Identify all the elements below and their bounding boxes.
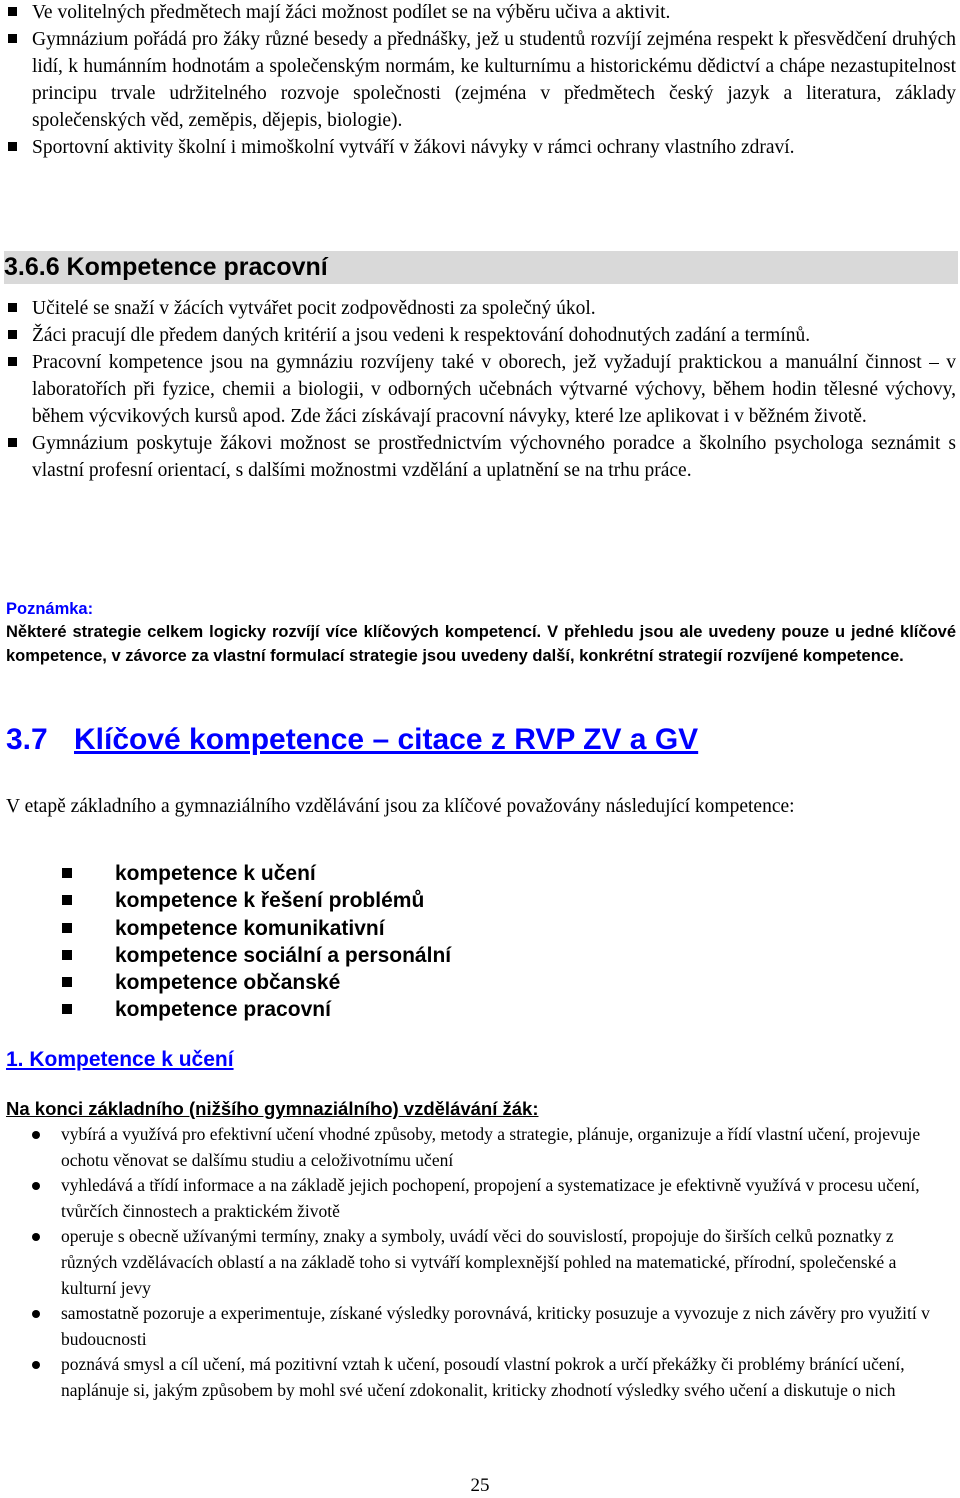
- square-bullet-icon: [62, 895, 72, 905]
- round-bullet-icon: [32, 1182, 40, 1190]
- learning-bullet-list: [30, 1122, 940, 1404]
- subsection-subtitle: Na konci základního (nižšího gymnaziálního) vzdělávání žák:: [6, 1098, 539, 1119]
- list-item: Gymnázium poskytuje žákovi možnost se prostřednictvím výchovného poradce a školního psychologa seznámit s vlastní profesní orientací, s dalšími možnostmi vzdělání a uplatnění se na trhu práce.: [6, 430, 956, 484]
- list-item: kompetence k řešení problémů: [60, 887, 660, 914]
- round-bullet-icon: [32, 1233, 40, 1241]
- list-item: Sportovní aktivity školní i mimoškolní vytváří v žákovi návyky v rámci ochrany vlastního zdraví.: [6, 134, 956, 161]
- square-bullet-icon: [8, 142, 17, 151]
- square-bullet-icon: [8, 303, 17, 312]
- list-item: samostatně pozoruje a experimentuje, získané výsledky porovnává, kriticky posuzuje a vyvozuje z nich závěry pro využití v budoucnosti: [30, 1301, 940, 1352]
- round-bullet-icon: [32, 1361, 40, 1369]
- page-number: 25: [470, 1475, 490, 1496]
- section-heading-band: [4, 251, 958, 284]
- list-item: Pracovní kompetence jsou na gymnáziu rozvíjeny také v oborech, jež vyžadují praktickou a manuální činnost – v laboratořích při fyzice, chemii a biologii, v odborných učebnách výtvarné výchovy, během hodin tělesné výchovy, během výcvikových kursů apod. Zde žáci získávají pracovní návyky, které lze aplikovat i v běžném životě.: [6, 349, 956, 430]
- note-text: Některé strategie celkem logicky rozvíjí více klíčových kompetencí. V přehledu jsou ale uvedeny pouze u jedné klíčové kompetence, v závorce za vlastní formulací strategie jsou uvedeny další, konkrétní strategií rozvíjené kompetence.: [6, 623, 956, 665]
- square-bullet-icon: [8, 357, 17, 366]
- chapter-number: 3.7: [6, 723, 48, 756]
- round-bullet-icon: [32, 1131, 40, 1139]
- list-item: Učitelé se snaží v žácích vytvářet pocit zodpovědnosti za společný úkol.: [6, 295, 956, 322]
- square-bullet-icon: [8, 7, 17, 16]
- list-item: poznává smysl a cíl učení, má pozitivní vztah k učení, posoudí vlastní pokrok a určí překážky či problémy bránící učení, naplánuje si, jakým způsobem by mohl své učení zdokonalit, kriticky zhodnotí výsledky svého učení a diskutuje o nich: [30, 1352, 940, 1403]
- intro-bullet-list: [6, 0, 956, 161]
- square-bullet-icon: [62, 1004, 72, 1014]
- intro-paragraph: V etapě základního a gymnaziálního vzdělávání jsou za klíčové považovány následující kompetence:: [6, 796, 795, 817]
- subsection-title: 1. Kompetence k učení: [6, 1048, 234, 1071]
- list-item: Žáci pracují dle předem daných kritérií a jsou vedeni k respektování dohodnutých zadání a termínů.: [6, 322, 956, 349]
- work-competence-list: [6, 295, 956, 484]
- list-item: kompetence k učení: [60, 860, 660, 887]
- chapter-title: Klíčové kompetence – citace z RVP ZV a GV: [74, 723, 699, 756]
- section-heading: 3.6.6 Kompetence pracovní: [4, 253, 328, 281]
- list-item: kompetence komunikativní: [60, 915, 660, 942]
- note-label: Poznámka:: [6, 600, 94, 618]
- square-bullet-icon: [8, 330, 17, 339]
- square-bullet-icon: [8, 34, 17, 43]
- round-bullet-icon: [32, 1310, 40, 1318]
- square-bullet-icon: [8, 438, 17, 447]
- list-item: vybírá a využívá pro efektivní učení vhodné způsoby, metody a strategie, plánuje, organizuje a řídí vlastní učení, projevuje ochotu věnovat se dalšímu studiu a celoživotnímu učení: [30, 1122, 940, 1173]
- list-item: Ve volitelných předmětech mají žáci možnost podílet se na výběru učiva a aktivit.: [6, 0, 956, 26]
- square-bullet-icon: [62, 950, 72, 960]
- list-item: vyhledává a třídí informace a na základě jejich pochopení, propojení a systematizace je efektivně využívá v procesu učení, tvůrčích činnostech a praktickém životě: [30, 1173, 940, 1224]
- list-item: Gymnázium pořádá pro žáky různé besedy a přednášky, jež u studentů rozvíjí zejména respekt k přesvědčení druhých lidí, k humánním hodnotám a společenským normám, ke kulturnímu a historickému dědictví a chápe nezastupitelnost principu trvale udržitelného rozvoje společnosti (zejména v předmětech český jazyk a literatura, základy společenských věd, zeměpis, dějepis, biologie).: [6, 26, 956, 134]
- list-item: kompetence sociální a personální: [60, 942, 660, 969]
- list-item: operuje s obecně užívanými termíny, znaky a symboly, uvádí věci do souvislostí, propojuje do širších celků poznatky z různých vzdělávacích oblastí a na základě toho si vytváří komplexnější pohled na matematické, přírodní, společenské a kulturní jevy: [30, 1224, 940, 1301]
- competence-list: [60, 860, 660, 1024]
- list-item: kompetence občanské: [60, 969, 660, 996]
- chapter-heading: [6, 720, 698, 760]
- square-bullet-icon: [62, 868, 72, 878]
- list-item: kompetence pracovní: [60, 996, 660, 1023]
- square-bullet-icon: [62, 977, 72, 987]
- square-bullet-icon: [62, 923, 72, 933]
